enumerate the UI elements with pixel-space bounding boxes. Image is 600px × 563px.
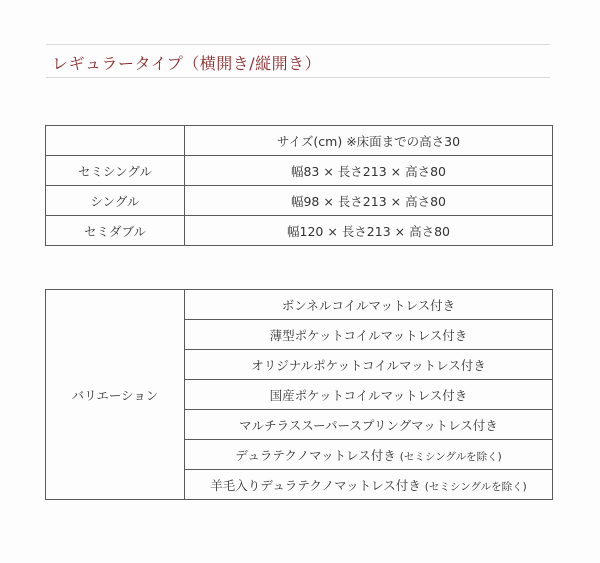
size-table	[45, 125, 553, 246]
variation-item: ボンネルコイルマットレス付き	[185, 290, 553, 320]
variation-item: 国産ポケットコイルマットレス付き	[185, 380, 553, 410]
size-table-header-row	[46, 126, 553, 156]
variation-item-text: 羊毛入りデュラテクノマットレス付き	[210, 477, 425, 493]
variation-item: マルチラススーパースプリングマットレス付き	[185, 410, 553, 440]
size-row	[46, 156, 553, 186]
size-row	[46, 216, 553, 246]
size-header-cell: サイズ(cm) ※床面までの高さ30	[185, 126, 553, 156]
size-row-label: セミダブル	[46, 216, 185, 246]
variation-table	[45, 289, 553, 500]
header-rule-top	[46, 44, 550, 45]
variation-item-text: デュラテクノマットレス付き	[235, 447, 400, 463]
section-header	[46, 44, 550, 78]
size-row-value: 幅98 × 長さ213 × 高さ80	[185, 186, 553, 216]
size-row-label: シングル	[46, 186, 185, 216]
variation-item	[185, 440, 553, 470]
variation-item-note: (セミシングルを除く)	[399, 450, 502, 463]
variation-item	[185, 470, 553, 500]
size-row-value: 幅83 × 長さ213 × 高さ80	[185, 156, 553, 186]
section-title: レギュラータイプ（横開き/縦開き）	[52, 54, 322, 73]
size-row-value: 幅120 × 長さ213 × 高さ80	[185, 216, 553, 246]
size-row-label: セミシングル	[46, 156, 185, 186]
header-rule-bottom	[46, 77, 550, 78]
variation-row	[46, 290, 553, 320]
size-header-label-cell	[46, 126, 185, 156]
variation-item: 薄型ポケットコイルマットレス付き	[185, 320, 553, 350]
variation-item: オリジナルポケットコイルマットレス付き	[185, 350, 553, 380]
variation-item-note: (セミシングルを除く)	[424, 480, 527, 493]
variation-label: バリエーション	[46, 290, 185, 500]
size-row	[46, 186, 553, 216]
